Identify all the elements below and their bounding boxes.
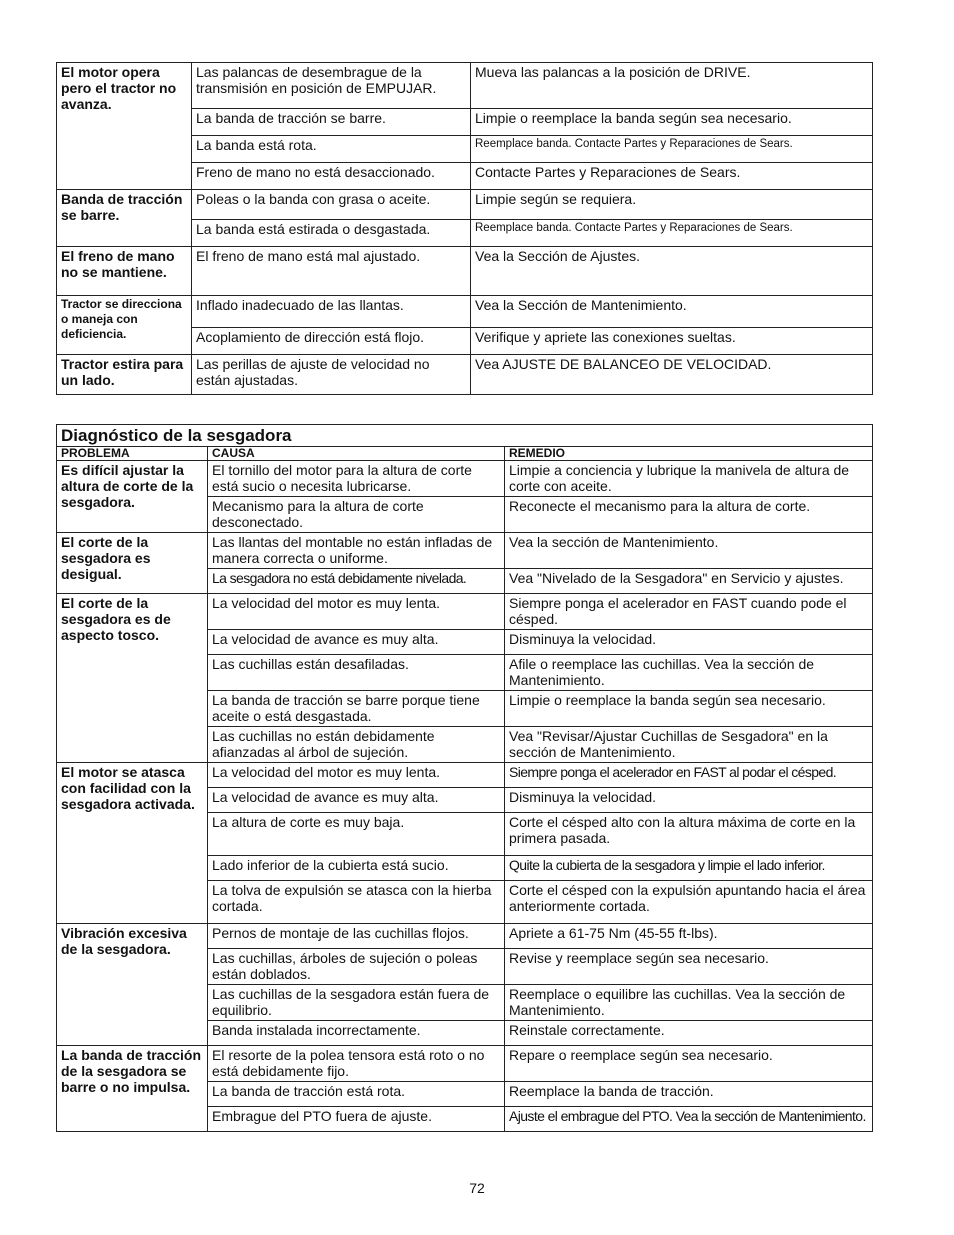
cause-cell: La velocidad de avance es muy alta. <box>208 630 505 655</box>
remedy-cell: Quite la cubierta de la sesgadora y limpie el lado inferior. <box>505 856 873 881</box>
cause-cell: Mecanismo para la altura de corte desconectado. <box>208 497 505 533</box>
cause-cell: La banda de tracción se barre. <box>192 109 471 136</box>
remedy-cell: Vea la Sección de Ajustes. <box>471 247 873 296</box>
table-row <box>57 594 873 630</box>
column-header-cause: CAUSA <box>208 447 505 461</box>
remedy-cell: Corte el césped con la expulsión apuntando hacia el área anteriormente cortada. <box>505 881 873 924</box>
cause-cell: Embrague del PTO fuera de ajuste. <box>208 1107 505 1132</box>
table-row <box>57 924 873 949</box>
remedy-cell: Reinstale correctamente. <box>505 1021 873 1046</box>
table-row <box>57 190 873 220</box>
remedy-cell: Limpie o reemplace la banda según sea necesario. <box>505 691 873 727</box>
cause-cell: Las cuchillas, árboles de sujeción o poleas están doblados. <box>208 949 505 985</box>
table-row <box>57 1046 873 1082</box>
problem-cell: Tractor estira para un lado. <box>57 355 192 395</box>
problem-cell: Es difícil ajustar la altura de corte de la sesgadora. <box>57 461 208 533</box>
remedy-cell: Reemplace o equilibre las cuchillas. Vea la sección de Mantenimiento. <box>505 985 873 1021</box>
cause-cell: El freno de mano está mal ajustado. <box>192 247 471 296</box>
remedy-cell: Siempre ponga el acelerador en FAST cuando pode el césped. <box>505 594 873 630</box>
cause-cell: Acoplamiento de dirección está flojo. <box>192 328 471 355</box>
tractor-troubleshooting-table <box>56 62 873 395</box>
problem-cell: El corte de la sesgadora es de aspecto tosco. <box>57 594 208 763</box>
problem-cell: El freno de mano no se mantiene. <box>57 247 192 296</box>
cause-cell: Inflado inadecuado de las llantas. <box>192 296 471 328</box>
remedy-cell: Disminuya la velocidad. <box>505 788 873 813</box>
cause-cell: Pernos de montaje de las cuchillas flojos. <box>208 924 505 949</box>
section-title: Diagnóstico de la sesgadora <box>57 425 873 447</box>
cause-cell: Las palancas de desembrague de la transmisión en posición de EMPUJAR. <box>192 63 471 109</box>
remedy-cell: Reemplace la banda de tracción. <box>505 1082 873 1107</box>
cause-cell: La tolva de expulsión se atasca con la hierba cortada. <box>208 881 505 924</box>
remedy-cell: Repare o reemplace según sea necesario. <box>505 1046 873 1082</box>
remedy-cell: Vea la sección de Mantenimiento. <box>505 533 873 569</box>
problem-cell: El motor se atasca con facilidad con la sesgadora activada. <box>57 763 208 924</box>
remedy-cell: Disminuya la velocidad. <box>505 630 873 655</box>
cause-cell: Las cuchillas de la sesgadora están fuera de equilibrio. <box>208 985 505 1021</box>
cause-cell: La banda está estirada o desgastada. <box>192 220 471 247</box>
cause-cell: La velocidad de avance es muy alta. <box>208 788 505 813</box>
cause-cell: Lado inferior de la cubierta está sucio. <box>208 856 505 881</box>
mower-diagnostics-table <box>56 424 873 1132</box>
problem-cell: Vibración excesiva de la sesgadora. <box>57 924 208 1046</box>
problem-cell: La banda de tracción de la sesgadora se barre o no impulsa. <box>57 1046 208 1132</box>
cause-cell: Las llantas del montable no están infladas de manera correcta o uniforme. <box>208 533 505 569</box>
remedy-cell: Vea "Revisar/Ajustar Cuchillas de Sesgadora" en la sección de Mantenimiento. <box>505 727 873 763</box>
cause-cell: La banda de tracción se barre porque tiene aceite o está desgastada. <box>208 691 505 727</box>
cause-cell: Las cuchillas están desafiladas. <box>208 655 505 691</box>
remedy-cell: Corte el césped alto con la altura máxima de corte en la primera pasada. <box>505 813 873 856</box>
table-row <box>57 461 873 497</box>
cause-cell: Freno de mano no está desaccionado. <box>192 163 471 190</box>
table-row <box>57 355 873 395</box>
cause-cell: La banda está rota. <box>192 136 471 163</box>
cause-cell: La banda de tracción está rota. <box>208 1082 505 1107</box>
remedy-cell: Limpie a conciencia y lubrique la manivela de altura de corte con aceite. <box>505 461 873 497</box>
remedy-cell: Verifique y apriete las conexiones sueltas. <box>471 328 873 355</box>
remedy-cell: Vea la Sección de Mantenimiento. <box>471 296 873 328</box>
remedy-cell: Contacte Partes y Reparaciones de Sears. <box>471 163 873 190</box>
table-row <box>57 63 873 109</box>
problem-cell: El corte de la sesgadora es desigual. <box>57 533 208 594</box>
table-row <box>57 296 873 328</box>
cause-cell: Las cuchillas no están debidamente afianzadas al árbol de sujeción. <box>208 727 505 763</box>
cause-cell: El tornillo del motor para la altura de corte está sucio o necesita lubricarse. <box>208 461 505 497</box>
problem-cell: Banda de tracción se barre. <box>57 190 192 247</box>
cause-cell: Las perillas de ajuste de velocidad no están ajustadas. <box>192 355 471 395</box>
remedy-cell: Mueva las palancas a la posición de DRIVE. <box>471 63 873 109</box>
table-row <box>57 247 873 296</box>
cause-cell: La sesgadora no está debidamente nivelada. <box>208 569 505 594</box>
column-header-remedy: REMEDIO <box>505 447 873 461</box>
remedy-cell: Revise y reemplace según sea necesario. <box>505 949 873 985</box>
cause-cell: El resorte de la polea tensora está roto o no está debidamente fijo. <box>208 1046 505 1082</box>
problem-cell: El motor opera pero el tractor no avanza. <box>57 63 192 190</box>
problem-cell: Tractor se direcciona o maneja con deficiencia. <box>57 296 192 355</box>
cause-cell: La altura de corte es muy baja. <box>208 813 505 856</box>
remedy-cell: Limpie según se requiera. <box>471 190 873 220</box>
cause-cell: La velocidad del motor es muy lenta. <box>208 763 505 788</box>
page-number: 72 <box>469 1180 485 1196</box>
remedy-cell: Ajuste el embrague del PTO. Vea la sección de Mantenimiento. <box>505 1107 873 1132</box>
remedy-cell: Vea "Nivelado de la Sesgadora" en Servicio y ajustes. <box>505 569 873 594</box>
remedy-cell: Afile o reemplace las cuchillas. Vea la sección de Mantenimiento. <box>505 655 873 691</box>
remedy-cell: Limpie o reemplace la banda según sea necesario. <box>471 109 873 136</box>
cause-cell: Banda instalada incorrectamente. <box>208 1021 505 1046</box>
cause-cell: La velocidad del motor es muy lenta. <box>208 594 505 630</box>
table-row <box>57 763 873 788</box>
column-header-problem: PROBLEMA <box>57 447 208 461</box>
remedy-cell: Vea AJUSTE DE BALANCEO DE VELOCIDAD. <box>471 355 873 395</box>
remedy-cell: Reemplace banda. Contacte Partes y Reparaciones de Sears. <box>471 136 873 163</box>
remedy-cell: Apriete a 61-75 Nm (45-55 ft-lbs). <box>505 924 873 949</box>
remedy-cell: Reemplace banda. Contacte Partes y Reparaciones de Sears. <box>471 220 873 247</box>
cause-cell: Poleas o la banda con grasa o aceite. <box>192 190 471 220</box>
table-row <box>57 533 873 569</box>
remedy-cell: Reconecte el mecanismo para la altura de corte. <box>505 497 873 533</box>
remedy-cell: Siempre ponga el acelerador en FAST al podar el césped. <box>505 763 873 788</box>
